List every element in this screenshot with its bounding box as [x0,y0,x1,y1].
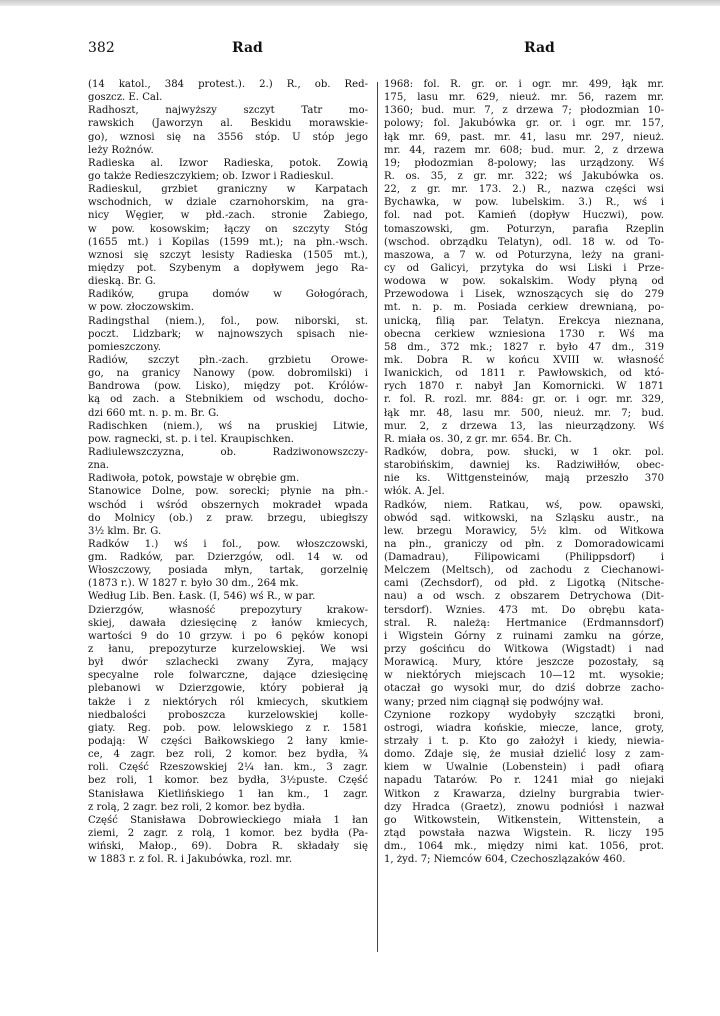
text-line: mt. n. p. m. Posiada cerkiew drewnianą, po- [384,302,664,314]
text-line: goszcz. E. Cal. [88,92,163,104]
text-line: między pot. Szybenym a dopływem jego Ra- [88,262,368,274]
text-line: Radingsthal (niem.), fol., pow. niborski, st. [88,315,368,327]
text-line: 1, żyd. 7; Niemców 604, Czechoszlązaków 460. [384,854,626,866]
text-line: w 1883 r. z fol. R. i Jakubówka, rozl. mr. [88,854,293,866]
text-line: zna. [88,460,110,472]
text-line: (1655 mt.) i Kopilas (1599 mt.); na płn.-wsch. [88,236,368,248]
text-line: Iwanickich, od 1811 r. Pawłowskich, od któ- [384,368,664,380]
text-line: Melczem (Meltsch), od zachodu z Ciechanowi- [384,565,664,577]
text-line: wschód i wśród obszernych mokradeł wpada [88,499,368,511]
text-line: go Witkowstein, Witkenstein, Wittenstein, a [384,814,664,826]
text-line: w pow. kosowskim; łączy on szczyty Stóg [88,223,368,235]
text-line: pow. ragnecki, st. p. i tel. Kraupischken. [88,433,294,445]
text-line: wznosi się szczyt lesisty Radieska (1505 mt.), [88,249,368,261]
text-line: Radków 1.) wś i fol., pow. włoszczowski, [88,538,368,550]
text-line: obecna cerkiew wzniesiona 1730 r. Wś ma [384,328,664,340]
text-line: Dzierzgów, własność prepozytury krakow- [88,604,368,616]
text-line: skiej, dawała dziesięcinę z łanów kmiecych, [88,617,368,629]
text-line: tomaszowski, gm. Poturzyn, parafia Rzeplin [384,223,664,235]
text-line: strzały i t. p. Kto go założył i kiedy, niewia- [384,736,664,748]
text-line: z rolą, 2 zagr. bez roli, 2 komor. bez bydła. [88,801,306,813]
text-line: poczt. Lidzbark; w najnowszych spisach nie- [88,328,368,340]
text-line: giaty. Reg. pob. pow. lelowskiego z r. 1581 [88,722,368,734]
text-line: 58 dm., 372 mk.; 1827 r. było 47 dm., 319 [384,341,664,353]
text-line: w niektórych miejscach 10—12 mt. wysokie; [384,670,664,682]
text-line: maszowa, a 7 w. od Poturzyna, leży na grani- [384,249,664,261]
text-line: Radków, niem. Ratkau, wś, pow. opawski, [384,499,664,511]
text-line: R. os. 35, z gr. mr. 322; wś Jakubówka os. [384,170,664,182]
text-line: Według Lib. Ben. Łask. (I, 546) wś R., w par. [88,591,316,603]
text-line: Radhoszt, najwyższy szczyt Tatr mo- [88,105,368,117]
text-line: go także Redieszczykiem; ob. Izwor i Radieskul. [88,170,334,182]
text-line: ostrogi, wiadra końskie, miecze, lance, groty, [384,722,664,734]
text-line: Część Stanisława Dobrowieckiego miała 1 łan [88,814,368,826]
text-line: niedbalości proboszcza kurzelowskiej kolle- [88,709,368,721]
text-line: otaczał go wysoki mur, do dziś dobrze zacho- [384,683,664,695]
text-line: wany; przed nim ciągnął się podwójny wał. [384,696,604,708]
text-line: na płn., graniczy od płn. z Domoradowicami [384,538,664,550]
text-line: 1968: fol. R. gr. or. i ogr. mr. 499, łąk mr. [384,79,664,90]
text-line: starobińskim, dawniej ks. Radziwiłłów, obec- [384,460,664,472]
text-line: mk. Dobra R. w końcu XVIII w. własność [384,354,664,366]
text-line: mur. 2, z drzewa 13, las nieurządzony. Wś [384,420,664,432]
text-line: nie ks. Wittgensteinów, mają przeszło 370 [384,473,664,485]
text-line: był dwór szlachecki zwany Zyra, mający [88,657,368,669]
text-line: przy gościńcu do Witkowa (Wigstadt) i nad [384,644,664,656]
text-line: 3½ klm. Br. G. [88,525,162,537]
text-line: Radieskul, grzbiet graniczny w Karpatach [88,184,368,196]
text-line: ziemi, 2 zagr. z rolą, 1 komor. bez bydła (Pa- [88,828,368,840]
text-line: pomieszczony. [88,341,161,353]
text-line: dieską. Br. G. [88,276,156,288]
text-line: Radiów, szczyt płn.-zach. grzbietu Orowe- [88,354,368,366]
text-line: roli. Część Rzeszowskiej 2¼ łan. km., 3 zagr. [88,762,368,774]
text-line: Radischken (niem.), wś na pruskiej Litwie, [88,420,368,432]
text-line: tersdorf). Wznies. 473 mt. Do obrębu kata- [384,604,664,616]
text-line: Stanisława Kietlińskiego 1 łan km., 1 zagr. [88,788,368,800]
text-line: go, na granicy Nanowy (pow. dobromilski) i [88,368,368,380]
text-line: obwód sąd. witkowski, na Szląsku austr., na [384,512,664,524]
text-line: (14 katol., 384 protest.). 2.) R., ob. Red- [88,79,368,90]
text-line: rawskich (Jaworzyn al. Beskidu morawskie- [88,118,368,130]
text-line: Bandrowa (pow. Lisko), między pot. Królów- [88,381,368,393]
left-running-head: Rad [232,40,263,56]
text-line: i Wigstein Górny z ruinami zamku na górze, [384,630,664,642]
text-line: podają: W części Bałkowskiego 2 łany kmie- [88,736,368,748]
text-line: specyalne role folwarczne, dające dziesięcinę [88,670,368,682]
text-line: R. miała os. 30, z gr. mr. 654. Br. Ch. [384,433,572,445]
text-line: kiem w Uwalnie (Lobenstein) i padł ofiarą [384,762,664,774]
text-line: plebanowi w Dzierzgowie, który pobierał ją [88,683,368,695]
text-line: dzy Hradca (Graetz), znowu podniósł i nazwał [384,801,664,813]
text-line: domo. Zdaje się, że musiał dzielić losy z zam- [384,749,664,761]
text-line: stral. R. należą: Hertmanice (Erdmannsdorf) [384,617,664,629]
text-line: (wschod. obrządku Telatyn), odl. 18 w. od To- [384,236,664,248]
right-text-column [384,78,664,866]
text-line: Witkon z Krawarza, dzielny burgrabia twier- [384,788,664,800]
left-text-column [88,78,368,866]
text-line: dm., 1064 mk., między nimi kat. 1056, prot. [384,841,664,853]
text-line: nau) a od wsch. z obszarem Detrychowa (Dit- [384,591,664,603]
text-line: (Damadrau), Filipowicami (Philippsdorf) i [384,552,664,564]
text-line: w pow. złoczowskim. [88,302,194,314]
text-line: Radiwoła, potok, powstaje w obrębie gm. [88,473,300,485]
text-line: ztąd powstała nazwa Wigstein. R. liczy 195 [384,828,664,840]
text-line: polowy; fol. Jakubówka gr. or. i ogr. mr. 157, [384,118,664,130]
text-line: łąk mr. 69, past. mr. 41, lasu mr. 297, nieuż. [384,131,664,143]
text-line: r. fol. R. rozl. mr. 884: gr. or. i ogr. mr. 329, [384,394,664,406]
text-line: gm. Radków, par. Dzierzgów, odl. 14 w. od [88,552,368,564]
text-line: (1873 r.). W 1827 r. było 30 dm., 264 mk. [88,578,299,590]
text-line: Bychawka, w pow. lubelskim. 3.) R., wś i [384,197,664,209]
text-line: fol. nad pot. Kamień (dopływ Huczwi), pow. [384,210,664,222]
text-line: wodowa w pow. sokalskim. Wody płyną od [384,276,664,288]
text-line: włók. A. Jel. [384,486,445,498]
right-running-head: Rad [524,40,555,56]
text-line: Radików, grupa domów w Gołogórach, [88,289,368,301]
text-line: Radiulewszczyzna, ob. Radziwonowszczy- [88,446,368,458]
text-line: 1360; bud. mur. 7, z drzewa 7; płodozmian 10- [384,105,664,117]
text-line: wschodnich, w dziale czarnohorskim, na gra- [88,197,368,209]
text-line: Czynione rozkopy wydobyły szczątki broni, [384,709,664,721]
column-divider [377,82,378,952]
text-line: Morawicą. Mury, które jeszcze pozostały, są [384,657,664,669]
text-line: ce, 4 zagr. bez roli, 2 komor. bez bydła, ¾ [88,749,368,761]
text-line: 22, z gr. mr. 173. 2.) R., nazwa części wsi [384,184,664,196]
text-line: napadu Tatarów. Po r. 1241 miał go niejaki [384,775,664,787]
text-line: cy od Galicyi, przytyka do wsi Liski i Prze- [384,262,664,274]
text-line: wiński, Małop., 69). Dobra R. składały się [88,841,368,853]
text-line: rych 1870 r. nabył Jan Komornicki. W 1871 [384,381,664,393]
text-line: Przewodowa i Lisek, wznoszących się do 279 [384,289,664,301]
text-line: Radieska al. Izwor Radieska, potok. Zowią [88,157,368,169]
text-line: unicką, filią par. Telatyn. Erekcya nieznana, [384,315,664,327]
text-line: bez roli, 1 komor. bez bydła, 3½puste. Część [88,775,368,787]
text-line: nicy Węgier, w płd.-zach. stronie Żabiego, [88,210,368,222]
scan-top-edge [0,0,720,6]
text-line: wartości 9 do 10 grzyw. i po 6 pęków konopi [88,630,368,642]
text-line: go), wznosi się na 3556 stóp. U stóp jego [88,131,368,143]
text-line: Stanowice Dolne, pow. sorecki; płynie na płn.- [88,486,368,498]
text-line: cami (Zechsdorf), od płd. z Ligotką (Nitsche- [384,578,664,590]
text-line: z łanu, prepozyturze kurzelowskiej. We wsi [88,644,368,656]
text-line: leży Rożnów. [88,144,154,156]
text-line: 19; płodozmian 8-polowy; las urządzony. Wś [384,157,664,169]
text-line: Włoszczowy, posiada młyn, tartak, gorzelnię [88,565,368,577]
text-line: 175, lasu mr. 629, nieuż. mr. 56, razem mr. [384,92,664,104]
text-line: łąk mr. 48, lasu mr. 500, nieuż. mr. 7; bud. [384,407,664,419]
text-line: ką od zach. a Stebnikiem od wschodu, docho- [88,394,368,406]
text-line: mr. 44, razem mr. 608; bud. mur. 2, z drzewa [384,144,664,156]
text-line: do Molnicy (ob.) z praw. brzegu, ubiegłszy [88,512,368,524]
text-line: dzi 660 mt. n. p. m. Br. G. [88,407,219,419]
page-number: 382 [88,40,115,56]
text-line: lew. brzegu Morawicy, 5½ klm. od Witkowa [384,525,664,537]
text-line: także i z niektórych ról kmiecych, skutkiem [88,696,368,708]
text-line: Radków, dobra, pow. słucki, w 1 okr. pol. [384,446,664,458]
